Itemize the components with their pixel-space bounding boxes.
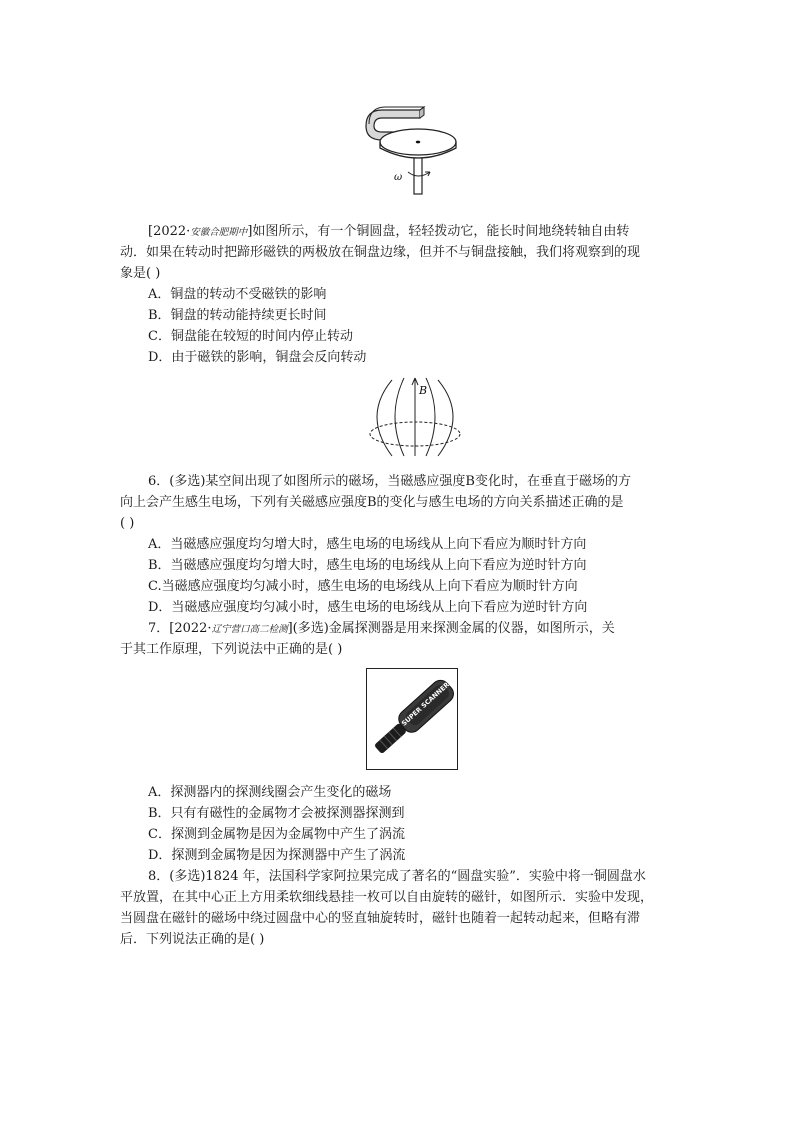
q7-line-2: 于其工作原理，下列说法中正确的是( ) xyxy=(120,642,343,657)
b-label: B xyxy=(419,384,428,397)
q8-line-3: 当圆盘在磁针的磁场中绕过圆盘中心的竖直轴旋转时，磁针也随着一起转动起来，但略有滞 xyxy=(120,911,641,926)
q6-line-1: 6．(多选)某空间出现了如图所示的磁场，当磁感应强度B变化时，在垂直于磁场的方 xyxy=(148,474,631,489)
q5-line-1: [2022·安徽合肥期中]如图所示，有一个铜圆盘，轻轻拨动它，能长时间地绕转轴自由转 xyxy=(148,224,630,239)
q5-option-a: A．铜盘的转动不受磁铁的影响 xyxy=(148,287,327,302)
detector-label: SUPER SCANNER xyxy=(400,680,451,728)
q5-option-b: B．铜盘的转动能持续更长时间 xyxy=(148,308,327,323)
magnetic-field-figure xyxy=(362,372,468,458)
q7-source: 辽宁营口高二检测 xyxy=(211,624,288,635)
q7-option-b: B．只有有磁性的金属物才会被探测器探测到 xyxy=(148,806,405,821)
metal-detector-figure xyxy=(366,668,458,770)
q5-option-c: C．铜盘能在较短的时间内停止转动 xyxy=(148,329,353,344)
q8-line-1: 8．(多选)1824 年，法国科学家阿拉果完成了著名的“圆盘实验”．实验中将一铜圆盘水 xyxy=(148,869,646,884)
q8-line-4: 后．下列说法正确的是( ) xyxy=(120,932,265,947)
q6-line-2: 向上会产生感生电场，下列有关磁感应强度B的变化与感生电场的方向关系描述正确的是 xyxy=(120,495,624,510)
omega-label: ω xyxy=(394,172,403,183)
q6-option-b: B．当磁感应强度均匀增大时，感生电场的电场线从上向下看应为逆时针方向 xyxy=(148,558,587,573)
q8-line-2: 平放置，在其中心正上方用柔软细线悬挂一枚可以自由旋转的磁针，如图所示．实验中发现， xyxy=(120,890,654,905)
q5-option-d: D．由于磁铁的影响，铜盘会反向转动 xyxy=(148,350,367,365)
q5-line-2: 动．如果在转动时把蹄形磁铁的两极放在铜盘边缘，但并不与铜盘接触，我们将观察到的现 xyxy=(120,245,641,260)
q5-line-3: 象是( ) xyxy=(120,266,161,281)
q7-line-1: 7．[2022·辽宁营口高二检测](多选)金属探测器是用来探测金属的仪器，如图所示，关 xyxy=(148,621,615,636)
q7-option-c: C．探测到金属物是因为金属物中产生了涡流 xyxy=(148,827,405,842)
q7-option-d: D．探测到金属物是因为探测器中产生了涡流 xyxy=(148,848,406,863)
q5-source: 安徽合肥期中 xyxy=(190,227,248,238)
q6-option-d: D．当磁感应强度均匀减小时，感生电场的电场线从上向下看应为逆时针方向 xyxy=(148,600,588,615)
q6-option-c: C.当磁感应强度均匀减小时，感生电场的电场线从上向下看应为顺时针方向 xyxy=(148,579,578,594)
q6-line-3: ( ) xyxy=(120,516,135,531)
q7-option-a: A．探测器内的探测线圈会产生变化的磁场 xyxy=(148,785,392,800)
copper-disc-figure xyxy=(360,106,470,202)
q6-option-a: A．当磁感应强度均匀增大时，感生电场的电场线从上向下看应为顺时针方向 xyxy=(148,537,587,552)
